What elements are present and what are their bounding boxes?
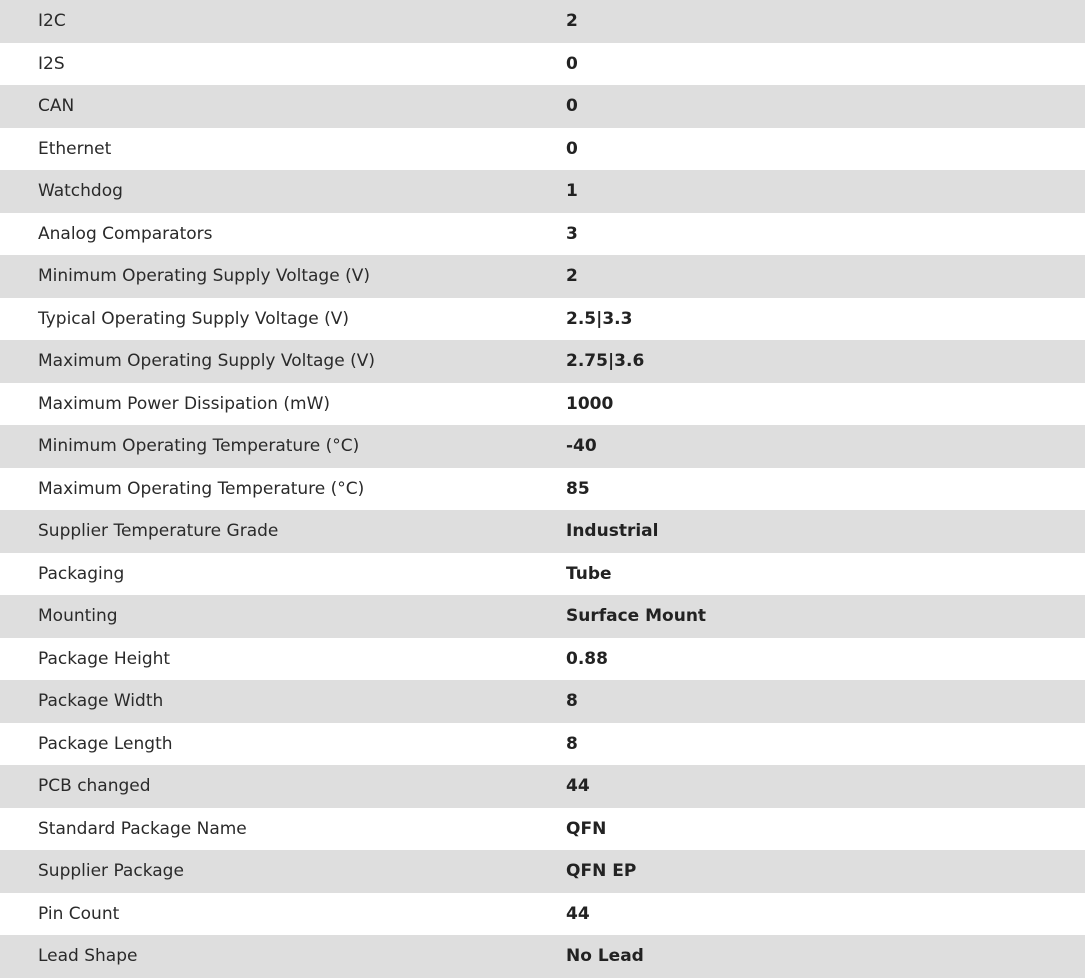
spec-value: 0 xyxy=(566,96,578,117)
spec-label: Lead Shape xyxy=(38,946,138,967)
table-row xyxy=(0,213,1085,256)
spec-label: Maximum Operating Supply Voltage (V) xyxy=(38,351,375,372)
table-row xyxy=(0,893,1085,936)
spec-value: 44 xyxy=(566,776,590,797)
spec-value: 85 xyxy=(566,478,590,499)
table-row xyxy=(0,468,1085,511)
spec-value: QFN xyxy=(566,818,607,839)
spec-value: 1 xyxy=(566,181,578,202)
spec-label: Mounting xyxy=(38,606,118,627)
table-row xyxy=(0,0,1085,43)
spec-label: I2C xyxy=(38,11,66,32)
spec-value: 0.88 xyxy=(566,648,608,669)
spec-label: Pin Count xyxy=(38,903,120,924)
spec-label: Standard Package Name xyxy=(38,818,247,839)
table-row xyxy=(0,510,1085,553)
spec-value: 2.75|3.6 xyxy=(566,351,645,372)
table-row xyxy=(0,680,1085,723)
spec-value: Tube xyxy=(566,563,612,584)
spec-label: Typical Operating Supply Voltage (V) xyxy=(38,308,349,329)
spec-value: 0 xyxy=(566,53,578,74)
table-row xyxy=(0,935,1085,978)
table-row xyxy=(0,808,1085,851)
spec-value: 44 xyxy=(566,903,590,924)
spec-value: QFN EP xyxy=(566,861,637,882)
spec-value: 2.5|3.3 xyxy=(566,308,633,329)
table-row xyxy=(0,298,1085,341)
spec-value: Surface Mount xyxy=(566,606,707,627)
table-row xyxy=(0,723,1085,766)
table-row xyxy=(0,255,1085,298)
spec-label: PCB changed xyxy=(38,776,151,797)
table-row xyxy=(0,340,1085,383)
spec-label: Maximum Power Dissipation (mW) xyxy=(38,393,331,414)
spec-label: Maximum Operating Temperature (°C) xyxy=(38,478,365,499)
table-row xyxy=(0,128,1085,171)
spec-label: CAN xyxy=(38,96,75,117)
spec-value: No Lead xyxy=(566,946,644,967)
spec-value: 8 xyxy=(566,691,578,712)
spec-label: Supplier Temperature Grade xyxy=(38,521,279,542)
table-row xyxy=(0,765,1085,808)
spec-label: Package Width xyxy=(38,691,164,712)
table-row xyxy=(0,638,1085,681)
spec-label: Watchdog xyxy=(38,181,123,202)
table-row xyxy=(0,85,1085,128)
table-row xyxy=(0,595,1085,638)
table-row xyxy=(0,383,1085,426)
spec-value: 0 xyxy=(566,138,578,159)
spec-value: Industrial xyxy=(566,521,659,542)
spec-label: Minimum Operating Temperature (°C) xyxy=(38,436,360,457)
spec-label: Minimum Operating Supply Voltage (V) xyxy=(38,266,370,287)
table-row xyxy=(0,170,1085,213)
table-row xyxy=(0,553,1085,596)
spec-label: Packaging xyxy=(38,563,125,584)
spec-value: -40 xyxy=(566,436,597,457)
spec-label: Supplier Package xyxy=(38,861,184,882)
spec-label: Package Length xyxy=(38,733,173,754)
table-row xyxy=(0,850,1085,893)
table-row xyxy=(0,425,1085,468)
spec-value: 2 xyxy=(566,266,578,287)
spec-value: 1000 xyxy=(566,393,614,414)
table-row xyxy=(0,43,1085,86)
spec-label: I2S xyxy=(38,53,65,74)
spec-label: Ethernet xyxy=(38,138,112,159)
spec-label: Package Height xyxy=(38,648,171,669)
spec-value: 3 xyxy=(566,223,578,244)
spec-label: Analog Comparators xyxy=(38,223,213,244)
spec-value: 2 xyxy=(566,11,578,32)
spec-value: 8 xyxy=(566,733,578,754)
